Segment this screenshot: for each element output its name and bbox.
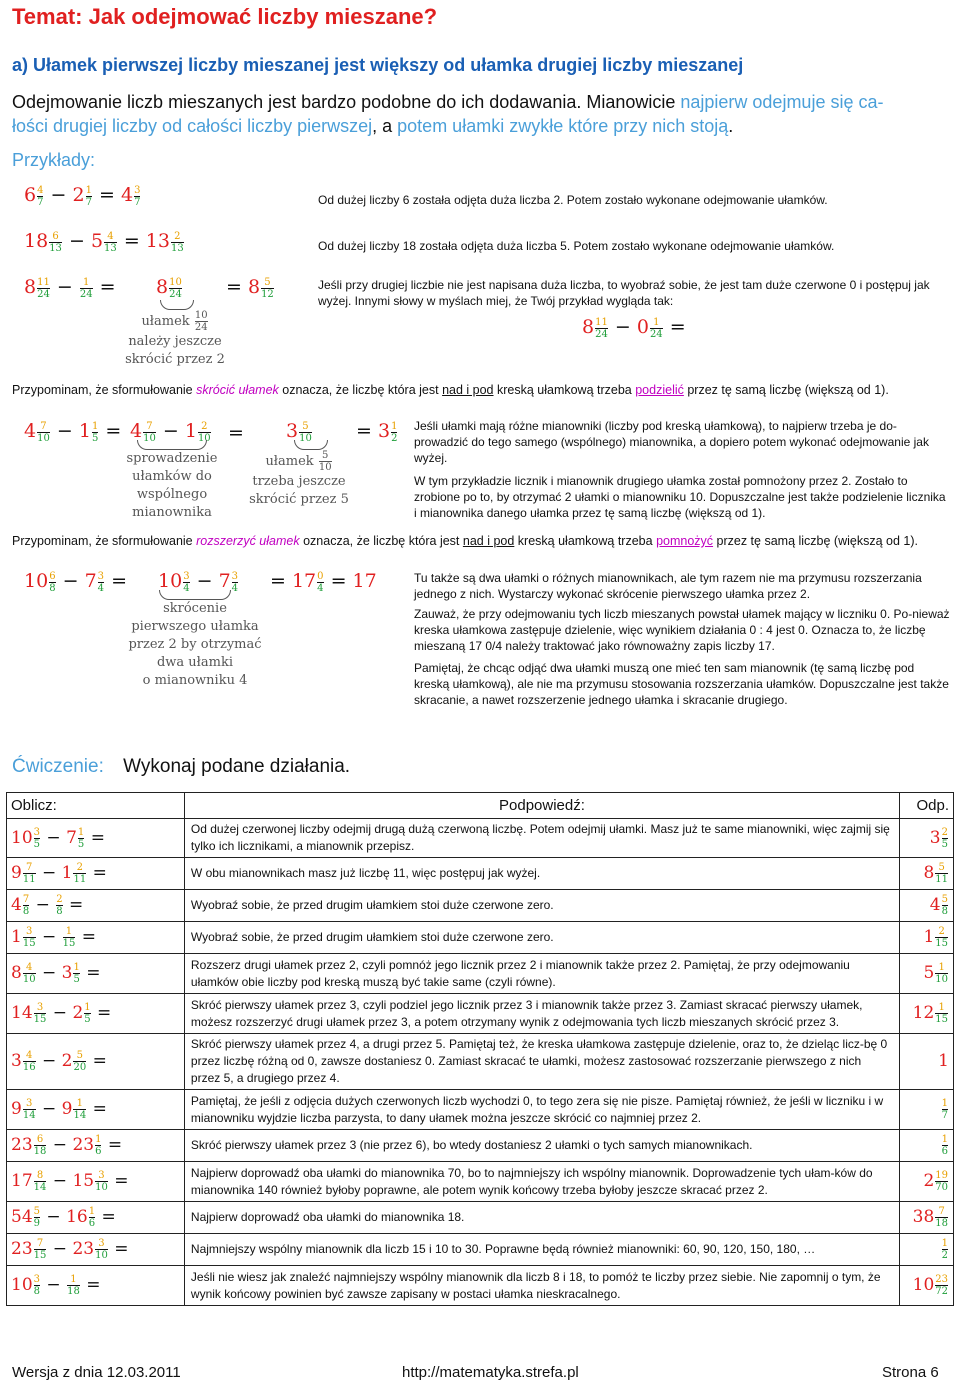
- hint-cell: Najmniejszy wspólny mianownik dla liczb 15 i 10 to 30. Poprawne będą również mianowniki: 60, 90, 120, 150, 180, …: [184, 1234, 899, 1266]
- hint-cell: Wyobraź sobie, że przed drugim ułamkiem stoi duże czerwone zero.: [184, 922, 899, 954]
- answer-cell: $\frac{1}{2}$: [900, 1234, 954, 1266]
- intro-highlight-2: łości drugiej liczby od całości liczby pierwszej: [12, 116, 373, 136]
- answer-cell: 38 $\frac{7}{18}$: [900, 1202, 954, 1234]
- hint-cell: Najpierw doprowadź oba ułamki do mianownika 18.: [184, 1202, 899, 1234]
- table-row: [7, 858, 954, 890]
- calc-cell: 10 $\frac{3}{5}$ − 7 $\frac{1}{5}$ =: [7, 819, 185, 858]
- table-row: [7, 1130, 954, 1162]
- hint-cell: Skróć pierwszy ułamek przez 3, czyli podziel jego licznik przez 3 i mianownik także przez 3. Zamiast skracać pierwszy ułamek, możesz rozszerzyć drugi ułamek przez 3, a potem otrzymany wynik z odejmowania tych liczb mieszanych skrócić przez 3.: [184, 994, 899, 1034]
- exercise-label: Ćwiczenie:: [12, 756, 104, 777]
- footer-url[interactable]: http://matematyka.strefa.pl: [402, 1364, 579, 1381]
- answer-cell: 5 $\frac{1}{10}$: [900, 954, 954, 994]
- example-1-explanation: Od dużej liczby 6 została odjęta duża liczba 2. Potem zostało wykonane odejmowanie ułamków.: [318, 193, 828, 207]
- table-row: [7, 1234, 954, 1266]
- table-row: [7, 819, 954, 858]
- intro-highlight-3: potem ułamki zwykłe które przy nich stoją: [397, 116, 729, 136]
- example-2-explanation: Od dużej liczby 18 została odjęta duża liczba 5. Potem zostało wykonane odejmowanie ułamków.: [318, 239, 835, 253]
- hint-cell: Wyobraź sobie, że przed drugim ułamkiem stoi duże czerwone zero.: [184, 890, 899, 922]
- table-row: [7, 1034, 954, 1090]
- example-3-result: = 8 $\frac{5}{12}$: [226, 276, 274, 300]
- answer-cell: 1 $\frac{2}{15}$: [900, 922, 954, 954]
- hint-cell: Od dużej czerwonej liczby odejmij drugą dużą czerwoną liczbę. Potem odejmij ułamki. Masz już te same mianowniki, więc zajmij się tylko ich licznikami, a mianownik przepisz.: [184, 819, 899, 858]
- answer-cell: 4 $\frac{5}{8}$: [900, 890, 954, 922]
- answer-cell: $\frac{1}{7}$: [900, 1090, 954, 1130]
- example-3-middle: 8 $\frac{10}{24}$: [156, 276, 182, 300]
- footer-page-number: Strona 6: [882, 1364, 939, 1381]
- example-5-note: skrócenie pierwszego ułamka przez 2 by otrzymać dwa ułamki o mianowniku 4: [120, 590, 270, 690]
- example-3-note: ułamek $\frac{10}{24}$ należy jeszcze skrócić przez 2: [110, 300, 240, 369]
- calc-cell: 3 $\frac{4}{16}$ − 2 $\frac{5}{20}$ =: [7, 1034, 185, 1090]
- intro-text-1: Odejmowanie liczb mieszanych jest bardzo podobne do ich dodawania. Mianowicie: [12, 92, 681, 112]
- answer-cell: 8 $\frac{5}{11}$: [900, 858, 954, 890]
- example-5-explanation-1: Tu także są dwa ułamki o różnych mianownikach, ale tym razem nie ma przymusu rozszerzania jednego z nich. Wystarczy wykonać skrócenie pierwszego ułamka przez 2.: [414, 571, 922, 601]
- header-calculate: Oblicz:: [7, 793, 185, 819]
- example-4-equation-mid: 4 $\frac{7}{10}$ − 1 $\frac{2}{10}$: [130, 420, 211, 444]
- example-1-equation: 6 $\frac{4}{7}$ − 2 $\frac{1}{7}$ = 4 $\frac{3}{7}$: [24, 184, 141, 208]
- table-row: [7, 994, 954, 1034]
- header-hint: Podpowiedź:: [184, 793, 899, 819]
- exercise-instruction: Wykonaj podane działania.: [123, 756, 351, 777]
- examples-label: Przykłady:: [12, 150, 96, 170]
- table-row: [7, 1202, 954, 1234]
- calc-cell: 14 $\frac{3}{15}$ − 2 $\frac{1}{5}$ =: [7, 994, 185, 1034]
- answer-cell: 1: [900, 1034, 954, 1090]
- intro-text-end: .: [728, 116, 734, 136]
- footer-version: Wersja z dnia 12.03.2011: [12, 1364, 181, 1381]
- calc-cell: 17 $\frac{8}{14}$ − 15 $\frac{3}{10}$ =: [7, 1162, 185, 1202]
- calc-cell: 4 $\frac{7}{8}$ − $\frac{2}{8}$ =: [7, 890, 185, 922]
- hint-cell: Rozszerz drugi ułamek przez 2, czyli pomnóż jego licznik przez 2 i mianownik także przez 2. Pamiętaj, że przy odejmowaniu ułamków obie liczby pod kreską muszą być takie same (czyli równe).: [184, 954, 899, 994]
- intro-highlight-1: najpierw odejmuje się ca-: [680, 92, 884, 112]
- example-5-result: = 17 $\frac{0}{4}$ = 17: [270, 570, 377, 594]
- exercise-table: [6, 792, 954, 1306]
- answer-cell: 3 $\frac{2}{5}$: [900, 819, 954, 858]
- calc-cell: 8 $\frac{4}{10}$ − 3 $\frac{1}{5}$ =: [7, 954, 185, 994]
- example-3-equation: 8 $\frac{11}{24}$ − $\frac{1}{24}$ =: [24, 276, 116, 300]
- calc-cell: 9 $\frac{3}{14}$ − 9 $\frac{1}{14}$ =: [7, 1090, 185, 1130]
- table-row: [7, 890, 954, 922]
- table-row: [7, 1266, 954, 1306]
- hint-cell: W obu mianownikach masz już liczbę 11, więc postępuj jak wyżej.: [184, 858, 899, 890]
- table-row: [7, 1090, 954, 1130]
- example-4-equation-left: 4 $\frac{7}{10}$ − 1 $\frac{1}{5}$ =: [24, 420, 122, 444]
- example-4-note-a: sprowadzenie ułamków do wspólnego mianownika: [116, 440, 228, 522]
- example-4-explanation-2: W tym przykładzie licznik i mianownik drugiego ułamka został pomnożony przez 2. Zostało to zrobione po to, by otrzymać 2 ułamki o mianowniku 10. Dopuszczalne jest także podzielenie licznika i mianownika danego ułamka przez tę samą liczbę (większą od 1).: [414, 474, 946, 520]
- hint-cell: Jeśli nie wiesz jak znaleźć najmniejszy wspólny mianownik dla liczb 8 i 18, to pomóż te liczby przez siebie. Nie zapomnij o tym, że wynik końcowy powinien być zawsze zapisany w postaci ułamka nieskracalnego.: [184, 1266, 899, 1306]
- example-4-equals: =: [228, 422, 244, 444]
- calc-cell: 9 $\frac{7}{11}$ − 1 $\frac{2}{11}$ =: [7, 858, 185, 890]
- example-5-explanation-3: Pamiętaj, że chcąc odjąć dwa ułamki muszą one mieć ten sam mianownik (tę samą liczbę pod kreską ułamkową), ale nie ma przymusu stosowania rozszerzania ułamków. Dopuszczalne jest także skracanie, a nawet rozszerzenie jednego ułamka i skracanie drugiego.: [414, 661, 949, 707]
- calc-cell: 54 $\frac{5}{9}$ − 16 $\frac{1}{6}$ =: [7, 1202, 185, 1234]
- page-title: Temat: Jak odejmować liczby mieszane?: [12, 4, 438, 29]
- calc-cell: 1 $\frac{3}{15}$ − $\frac{1}{15}$ =: [7, 922, 185, 954]
- table-row: [7, 1162, 954, 1202]
- example-5-equation-mid: 10 $\frac{3}{4}$ − 7 $\frac{3}{4}$: [158, 570, 239, 594]
- hint-cell: Najpierw doprowadź oba ułamki do mianownika 70, bo to najmniejszy ich wspólny mianownik. Doprowadzenie tych ułam-ków do mianownika 140 również byłoby poprawne, ale potem wynik końcowy trzeba byłoby jeszcze skracać przez 2.: [184, 1162, 899, 1202]
- hint-cell: Pamiętaj, że jeśli z odjęcia dużych czerwonych liczb wychodzi 0, to tego zera się nie pisze. Pamiętaj również, że jeśli w liczniku i w mianowniku wyjdzie liczba parzysta, to dany ułamek można jeszcze skrócić co najmniej przez 2.: [184, 1090, 899, 1130]
- example-3-extra-equation: 8 $\frac{11}{24}$ − 0 $\frac{1}{24}$ =: [582, 316, 686, 340]
- answer-cell: 2 $\frac{19}{70}$: [900, 1162, 954, 1202]
- example-5-equation-left: 10 $\frac{6}{8}$ − 7 $\frac{3}{4}$ =: [24, 570, 128, 594]
- hint-cell: Skróć pierwszy ułamek przez 4, a drugi przez 5. Pamiętaj też, że kreska ułamkowa zastępuje dzielenie, oraz to, że dzieląc licz-bę 0 przez liczbę różną od 0, zawsze dostaniesz 0. Zamiast skracać te ułamki, możesz zastosować rozszerzanie pierwszego z nich przez 5, a drugiego przez 4.: [184, 1034, 899, 1090]
- exercise-heading: [12, 756, 350, 778]
- example-4-explanation-1: Jeśli ułamki mają różne mianowniki (liczby pod kreską ułamkową), to najpierw trzeba je do-prowadzić do tego samego (wspólnego) mianownika, a dopiero potem wykonać odejmowanie jak wyżej.: [414, 419, 929, 465]
- answer-cell: 12 $\frac{1}{15}$: [900, 994, 954, 1034]
- section-a-heading: a) Ułamek pierwszej liczby mieszanej jest większy od ułamka drugiej liczby mieszanej: [12, 55, 744, 75]
- example-4-note-b: ułamek $\frac{5}{10}$ trzeba jeszcze skrócić przez 5: [240, 440, 358, 509]
- answer-cell: 10 $\frac{23}{72}$: [900, 1266, 954, 1306]
- example-4-result: = 3 $\frac{1}{2}$: [356, 420, 398, 444]
- table-row: [7, 954, 954, 994]
- calc-cell: 23 $\frac{7}{15}$ − 23 $\frac{3}{10}$ =: [7, 1234, 185, 1266]
- reminder-reduce: Przypominam, że sformułowanie skrócić ułamek oznacza, że liczbę która jest nad i pod kreską ułamkową trzeba podzielić przez tę samą liczbę (większą od 1).: [12, 383, 889, 397]
- intro-paragraph: [12, 90, 952, 182]
- reminder-expand: Przypominam, że sformułowanie rozszerzyć ułamek oznacza, że liczbę która jest nad i pod kreską ułamkową trzeba pomnożyć przez tę samą liczbę (większą od 1).: [12, 534, 918, 548]
- intro-text-2: , a: [372, 116, 398, 136]
- calc-cell: 23 $\frac{6}{18}$ − 23 $\frac{1}{6}$ =: [7, 1130, 185, 1162]
- calc-cell: 10 $\frac{3}{8}$ − $\frac{1}{18}$ =: [7, 1266, 185, 1306]
- example-4-equation-right: 3 $\frac{5}{10}$: [286, 420, 312, 444]
- example-3-explanation: Jeśli przy drugiej liczbie nie jest napisana duża liczba, to wyobraź sobie, że jest tam duże czerwone 0 i postępuj jak wyżej. Innymi słowy w myślach miej, że Twój przykład wygląda tak:: [318, 278, 930, 308]
- table-row: [7, 922, 954, 954]
- answer-cell: $\frac{1}{6}$: [900, 1130, 954, 1162]
- hint-cell: Skróć pierwszy ułamek przez 3 (nie przez 6), bo wtedy dostaniesz 2 ułamki o tych samych mianownikach.: [184, 1130, 899, 1162]
- header-answer: Odp.: [900, 793, 954, 819]
- example-5-explanation-2: Zauważ, że przy odejmowaniu tych liczb mieszanych powstał ułamek mający w liczniku 0. Po-nieważ kreska ułamkowa zastępuje dzielenie, więc wynikiem działania 0 : 4 jest 0. Oznacza to, że liczbę mieszaną 17 0/4 należy traktować jako równoważny zapis liczby 17.: [414, 607, 950, 653]
- example-2-equation: 18 $\frac{6}{13}$ − 5 $\frac{4}{13}$ = 13 $\frac{2}{13}$: [24, 230, 184, 254]
